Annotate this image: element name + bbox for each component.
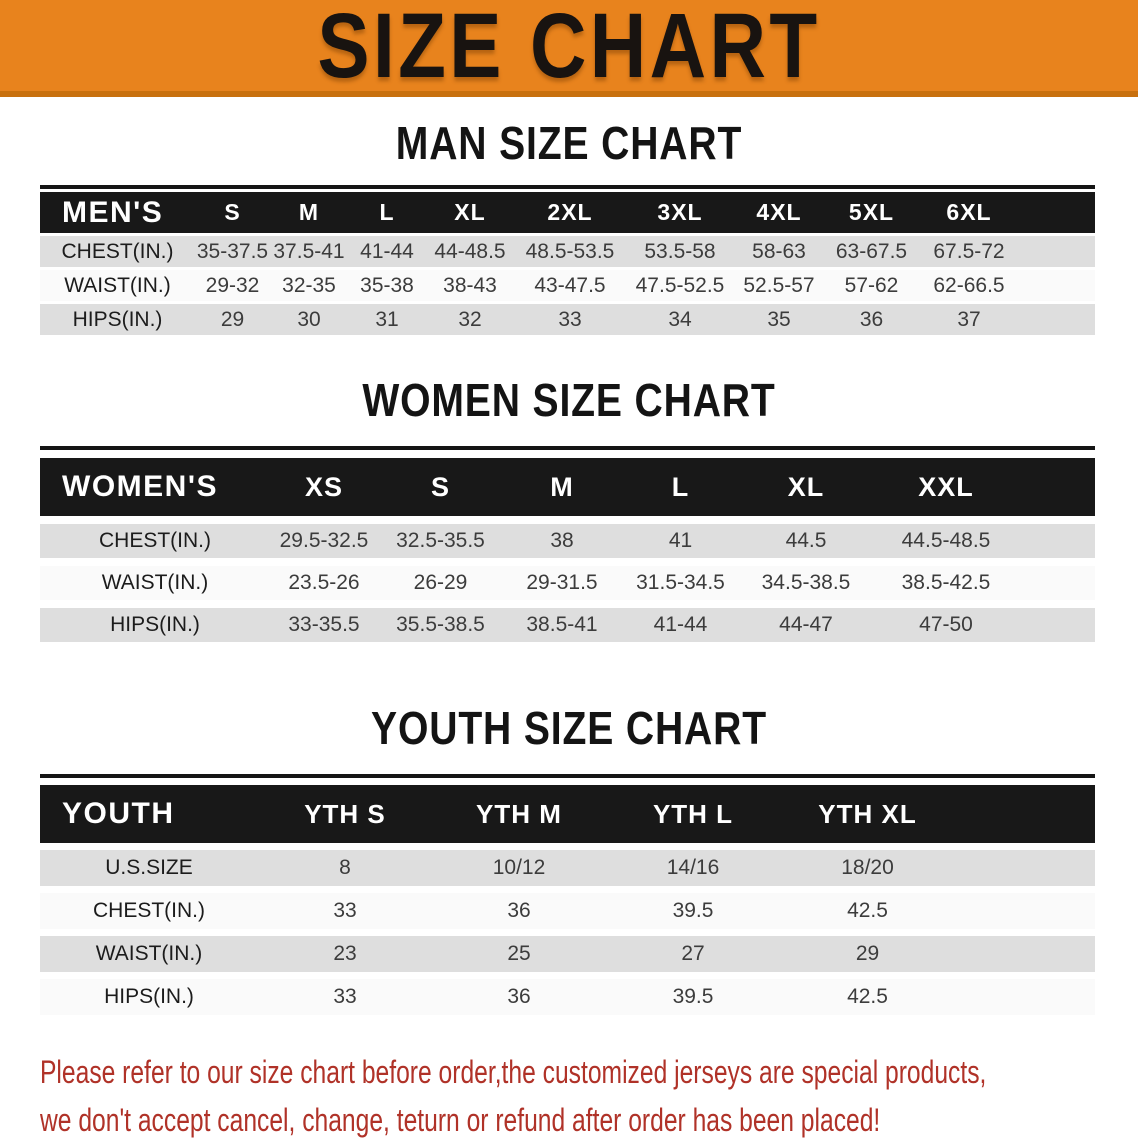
table-corner-label: MEN'S bbox=[40, 192, 195, 233]
size-value: 44.5-48.5 bbox=[872, 524, 1020, 558]
size-value: 32.5-35.5 bbox=[378, 524, 503, 558]
size-value: 41-44 bbox=[621, 608, 740, 642]
table-corner-label: YOUTH bbox=[40, 785, 258, 843]
row-spacer bbox=[955, 979, 1095, 1015]
size-value: 29-31.5 bbox=[503, 566, 621, 600]
size-value: 33 bbox=[514, 304, 626, 335]
size-value: 38 bbox=[503, 524, 621, 558]
size-value: 29.5-32.5 bbox=[270, 524, 378, 558]
row-label: HIPS(IN.) bbox=[40, 304, 195, 335]
youth-section-heading: YOUTH SIZE CHART bbox=[371, 702, 767, 754]
header-spacer bbox=[1020, 458, 1095, 516]
size-value: 36 bbox=[432, 979, 606, 1015]
row-spacer bbox=[955, 936, 1095, 972]
size-value: 36 bbox=[432, 893, 606, 929]
size-chart-banner bbox=[0, 0, 1138, 97]
column-header: 6XL bbox=[919, 192, 1019, 233]
banner-title: SIZE CHART bbox=[317, 0, 821, 97]
men-section-heading: MAN SIZE CHART bbox=[395, 117, 743, 169]
row-label: WAIST(IN.) bbox=[40, 270, 195, 301]
row-spacer bbox=[1019, 270, 1095, 301]
disclaimer-line-1: Please refer to our size chart before order,the customized jerseys are special products, bbox=[40, 1054, 987, 1090]
size-value: 42.5 bbox=[780, 893, 955, 929]
men-header-row bbox=[40, 192, 1095, 233]
size-value: 52.5-57 bbox=[734, 270, 824, 301]
size-value: 37 bbox=[919, 304, 1019, 335]
size-value: 39.5 bbox=[606, 979, 780, 1015]
row-spacer bbox=[1019, 304, 1095, 335]
size-value: 43-47.5 bbox=[514, 270, 626, 301]
size-value: 18/20 bbox=[780, 850, 955, 886]
size-value: 57-62 bbox=[824, 270, 919, 301]
row-spacer bbox=[1019, 236, 1095, 267]
size-value: 32 bbox=[426, 304, 514, 335]
size-value: 35-37.5 bbox=[195, 236, 270, 267]
row-label: CHEST(IN.) bbox=[40, 893, 258, 929]
men-size-table bbox=[40, 189, 1095, 338]
column-header: XS bbox=[270, 458, 378, 516]
column-header: XL bbox=[426, 192, 514, 233]
column-header: 3XL bbox=[626, 192, 734, 233]
row-label: WAIST(IN.) bbox=[40, 566, 270, 600]
column-header: 4XL bbox=[734, 192, 824, 233]
column-header: XL bbox=[740, 458, 872, 516]
size-value: 35-38 bbox=[348, 270, 426, 301]
size-value: 33-35.5 bbox=[270, 608, 378, 642]
youth-header-row bbox=[40, 785, 1095, 843]
column-header: YTH S bbox=[258, 785, 432, 843]
row-spacer bbox=[1020, 566, 1095, 600]
column-header: 2XL bbox=[514, 192, 626, 233]
disclaimer-line-2: we don't accept cancel, change, teturn or refund after order has been placed! bbox=[40, 1102, 881, 1138]
column-header: XXL bbox=[872, 458, 1020, 516]
column-header: S bbox=[378, 458, 503, 516]
table-row bbox=[40, 893, 1095, 929]
size-value: 14/16 bbox=[606, 850, 780, 886]
size-value: 38.5-42.5 bbox=[872, 566, 1020, 600]
size-value: 26-29 bbox=[378, 566, 503, 600]
column-header: YTH XL bbox=[780, 785, 955, 843]
table-row bbox=[40, 524, 1095, 558]
table-corner-label: WOMEN'S bbox=[40, 458, 270, 516]
size-value: 32-35 bbox=[270, 270, 348, 301]
size-value: 29-32 bbox=[195, 270, 270, 301]
size-value: 34 bbox=[626, 304, 734, 335]
size-value: 44.5 bbox=[740, 524, 872, 558]
table-row bbox=[40, 236, 1095, 267]
size-value: 44-47 bbox=[740, 608, 872, 642]
size-value: 37.5-41 bbox=[270, 236, 348, 267]
column-header: M bbox=[270, 192, 348, 233]
column-header: S bbox=[195, 192, 270, 233]
table-row bbox=[40, 608, 1095, 642]
row-spacer bbox=[1020, 608, 1095, 642]
size-value: 10/12 bbox=[432, 850, 606, 886]
size-value: 41-44 bbox=[348, 236, 426, 267]
row-label: U.S.SIZE bbox=[40, 850, 258, 886]
size-value: 33 bbox=[258, 979, 432, 1015]
column-header: 5XL bbox=[824, 192, 919, 233]
women-header-row bbox=[40, 458, 1095, 516]
table-row bbox=[40, 979, 1095, 1015]
women-section-heading: WOMEN SIZE CHART bbox=[362, 374, 776, 426]
size-value: 35.5-38.5 bbox=[378, 608, 503, 642]
row-spacer bbox=[1020, 524, 1095, 558]
table-row bbox=[40, 304, 1095, 335]
size-value: 36 bbox=[824, 304, 919, 335]
size-value: 31 bbox=[348, 304, 426, 335]
size-value: 29 bbox=[780, 936, 955, 972]
size-value: 48.5-53.5 bbox=[514, 236, 626, 267]
column-header: L bbox=[348, 192, 426, 233]
youth-size-table bbox=[40, 778, 1095, 1022]
header-spacer bbox=[1019, 192, 1095, 233]
row-label: HIPS(IN.) bbox=[40, 979, 258, 1015]
table-row bbox=[40, 566, 1095, 600]
size-value: 58-63 bbox=[734, 236, 824, 267]
women-size-table-wrap bbox=[40, 446, 1095, 650]
size-value: 23.5-26 bbox=[270, 566, 378, 600]
size-value: 34.5-38.5 bbox=[740, 566, 872, 600]
row-spacer bbox=[955, 893, 1095, 929]
table-row bbox=[40, 850, 1095, 886]
header-spacer bbox=[955, 785, 1095, 843]
size-value: 38-43 bbox=[426, 270, 514, 301]
size-value: 39.5 bbox=[606, 893, 780, 929]
size-value: 33 bbox=[258, 893, 432, 929]
size-value: 29 bbox=[195, 304, 270, 335]
table-row bbox=[40, 270, 1095, 301]
column-header: L bbox=[621, 458, 740, 516]
size-value: 41 bbox=[621, 524, 740, 558]
size-value: 30 bbox=[270, 304, 348, 335]
size-value: 67.5-72 bbox=[919, 236, 1019, 267]
size-value: 23 bbox=[258, 936, 432, 972]
size-value: 42.5 bbox=[780, 979, 955, 1015]
size-value: 53.5-58 bbox=[626, 236, 734, 267]
row-label: WAIST(IN.) bbox=[40, 936, 258, 972]
size-value: 44-48.5 bbox=[426, 236, 514, 267]
size-value: 27 bbox=[606, 936, 780, 972]
size-value: 8 bbox=[258, 850, 432, 886]
size-value: 25 bbox=[432, 936, 606, 972]
size-value: 35 bbox=[734, 304, 824, 335]
column-header: M bbox=[503, 458, 621, 516]
size-value: 63-67.5 bbox=[824, 236, 919, 267]
row-label: CHEST(IN.) bbox=[40, 524, 270, 558]
row-label: CHEST(IN.) bbox=[40, 236, 195, 267]
column-header: YTH L bbox=[606, 785, 780, 843]
size-value: 47.5-52.5 bbox=[626, 270, 734, 301]
size-value: 38.5-41 bbox=[503, 608, 621, 642]
table-row bbox=[40, 936, 1095, 972]
row-label: HIPS(IN.) bbox=[40, 608, 270, 642]
men-size-table-wrap bbox=[40, 185, 1095, 338]
row-spacer bbox=[955, 850, 1095, 886]
size-value: 62-66.5 bbox=[919, 270, 1019, 301]
size-value: 31.5-34.5 bbox=[621, 566, 740, 600]
column-header: YTH M bbox=[432, 785, 606, 843]
disclaimer-note bbox=[40, 1048, 1138, 1144]
women-size-table bbox=[40, 450, 1095, 650]
size-value: 47-50 bbox=[872, 608, 1020, 642]
youth-size-table-wrap bbox=[40, 774, 1095, 1022]
